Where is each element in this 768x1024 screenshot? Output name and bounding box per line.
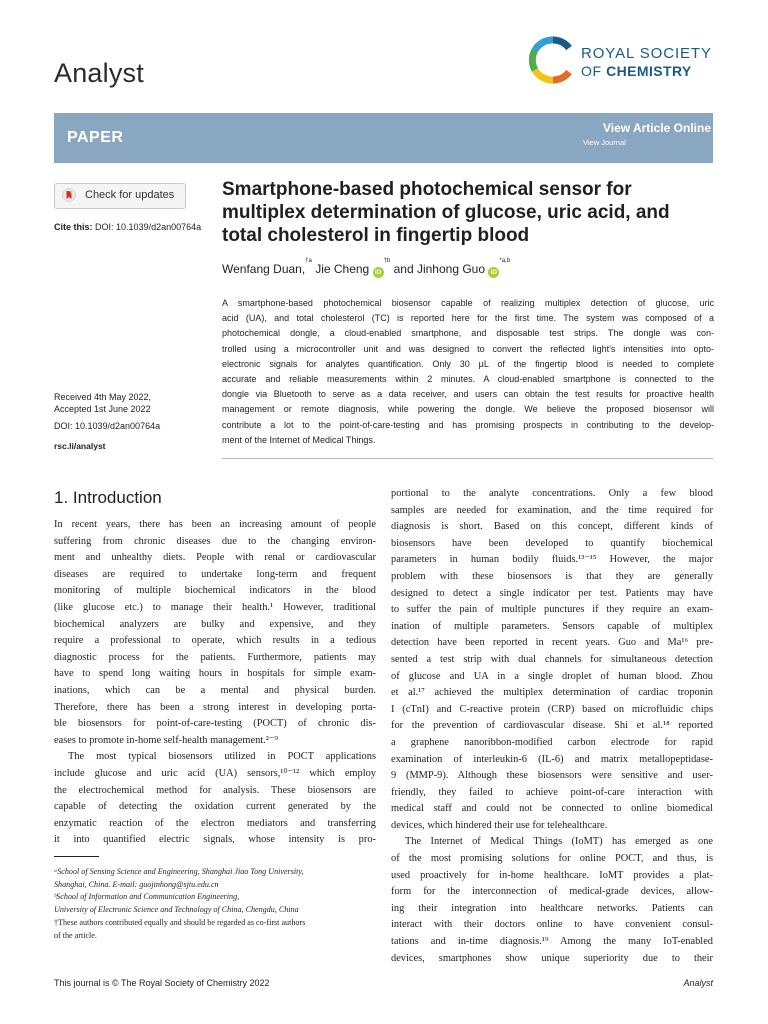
body-line: examination of interleukin-6 (IL-6) and matrix metallopeptidase- [391,753,713,765]
abstract-line: photochemical dongle, a cloud-enabled smartphone, and disposable test strips. The dongle was con- [222,328,714,339]
body-line: for the prevention of cardiovascular disease. Shi et al.¹⁸ reported [391,720,713,732]
affiliation-footnotes [54,866,376,942]
abstract-line: dongle via Bluetooth to serve as a data receiver, and users can obtain the test results for proactive health [222,389,714,400]
abstract-line: acid (UA), and total cholesterol (TC) is reported here for the first time. The system was composed of a [222,313,714,324]
body-line: suffering from chronic diseases due to the changing environ- [54,535,376,547]
footnote-line: of the article. [54,930,97,940]
body-line: Therefore, there has been a strong interest in developing porta- [54,701,376,713]
abstract-line: management or remote diagnosis, while powering the dongle. We believe the proposed biosensor will [222,404,714,415]
abstract-line: electronic signals for analytes quantification. Only 30 μL of the fingertip blood is needed to complete [222,358,714,369]
doi: DOI: 10.1039/d2an00764a [54,421,161,431]
footnote-line: †These authors contributed equally and should be regarded as co-first authors [54,917,306,927]
abstract-line: contribute a lot to the point-of-care-testing and has promising prospects in contributing to the develop- [222,419,714,430]
view-journal-link[interactable]: View Journal [583,138,626,147]
body-column-left [54,517,376,849]
orcid-icon[interactable]: iD [488,267,499,278]
footnote-divider [54,856,99,857]
footnote-line: University of Electronic Science and Technology of China, Chengdu, China [54,905,299,915]
abstract-line: ment of the Internet of Medical Things. [222,434,376,445]
body-line: a graphene nanoribbon-modified carbon electrode for rapid [391,736,713,748]
body-line: diagnosis is short. Based on this concept, different kinds of [391,521,713,533]
abstract [222,296,714,448]
body-line: require a professional to operate, which results in a tedious [54,635,376,647]
article-title: Smartphone-based photochemical sensor for multiplex determination of glucose, uric acid, and total cholesterol in fingertip blood [222,179,670,246]
body-line: The most typical biosensors utilized in POCT applications [68,751,376,763]
footnote-line: ᵃSchool of Sensing Science and Engineering, Shanghai Jiao Tong University, [54,867,304,876]
body-line: biochemical analyzers are bulky and expensive, and they [54,618,376,630]
body-line: ing their integration into healthcare networks. Patients can [391,902,713,914]
copyright-footer: This journal is © The Royal Society of Chemistry 2022 [54,978,270,988]
rsc-logo-icon [529,36,577,84]
body-line: devices, smartphones show unique superiority due to their [391,952,713,964]
body-line: et al.¹⁷ achieved the multiplex determination of cardiac troponin [391,687,713,699]
accepted-date: Accepted 1st June 2022 [54,404,151,414]
body-line: diagnostic process for the patients. Furthermore, patients may [54,651,376,663]
body-line: capable of detecting the oxidation current generated by the [54,801,376,813]
section-heading: 1. Introduction [54,488,162,507]
body-line: monitoring of multiple biochemical indicators in the blood [54,585,376,597]
journal-link[interactable]: rsc.li/analyst [54,441,106,451]
body-line: problem with these biosensors is that they are generally [391,570,713,582]
received-date: Received 4th May 2022, [54,392,152,402]
abstract-line: A smartphone-based photochemical biosensor capable of realizing multiplex detection of glucose, uric [222,298,714,308]
body-line: the electrochemical method for analysis. These biosensors are [54,784,376,796]
body-line: medical staff and could not be connected to online biomedical [391,803,713,815]
body-line: form for the interconnection of medical-grade devices, allow- [391,886,713,898]
publisher-name-line2: OF CHEMISTRY [581,63,692,79]
body-line: ination of multiple parameters. Sensors capable of multiplex [391,620,713,632]
body-line: devices, which hindered their use for telehealthcare. [391,819,608,831]
body-column-right [391,486,713,967]
body-line: In recent years, there has been an increasing amount of people [54,519,376,530]
body-line: biosensors have been developed to quantify biochemical [391,537,713,549]
footnote-line: ᵇSchool of Information and Communication Engineering, [54,892,240,902]
abstract-line: trolled using a microcontroller unit and was designed to convert the reflected light's intensities into opto- [222,343,714,354]
body-line: sented a test strip with dual channels for simultaneous detection [391,653,713,665]
cite-this: Cite this: DOI: 10.1039/d2an00764a [54,222,202,232]
body-line: include glucose and uric acid (UA) sensors,¹⁰⁻¹² which employ [54,767,376,779]
body-line: tations and in-time diagnosis.¹⁹ Among the many IoT-enabled [391,936,713,948]
abstract-divider [222,458,713,459]
body-line: inations, which can be a mental and physical burden. [54,684,376,696]
body-line: 9 (MMP-9). Although these biosensors were sensitive and user- [391,770,713,782]
body-line: interact with their doctors online to have convenient consul- [391,919,713,931]
body-line: of the most promising solutions for online POCT, and thus, is [391,853,713,865]
abstract-line: accurate and reliable measurements within 2 minutes. A cloud-enabled smartphone is connected to the [222,374,714,385]
body-line: of glucose and UA in a single droplet of human blood. Zhou [391,670,713,682]
journal-name: Analyst [54,58,144,88]
body-line: detection have been reported in recent years. Guo and Ma¹⁶ pre- [391,637,713,649]
author-list: Wenfang Duan,$^{\dagger a}$ Jie Cheng $iD^{\dagger b}$ and Jinhong Guo iD$^{*a,b}$ [222,258,511,276]
body-line: parameters in human bodily fluids.¹³⁻¹⁵ However, the major [391,554,713,566]
orcid-icon[interactable]: iD [373,267,384,278]
body-line: friendly, they failed to achieve point-of-care interaction with [391,786,713,798]
body-line: diseases are required to undertake long-term and frequent [54,568,376,580]
body-line: portional to the analyte concentrations. Only a few blood [391,488,713,499]
body-line: to suffer the pain of multiple punctures if they require an exam- [391,604,713,616]
check-for-updates-label: Check for updates [85,189,175,201]
body-line: designed to detect a single indicator per test. Patients may have [391,587,713,599]
body-line: samples are needed for examination, and the time required for [391,504,713,516]
body-line: (like glucose etc.) to manage their health.¹ However, traditional [54,601,376,613]
view-article-online-link[interactable]: View Article Online [602,121,711,135]
body-line: ble biosensors for point-of-care-testing (POCT) of chronic dis- [54,718,376,730]
body-line: enzymatic reaction of the electron mediators and transferring [54,817,376,829]
body-line: eases to promote in-home self-health management.²⁻⁹ [54,734,279,746]
body-line: it into quantified electric signals, whose intensity is pro- [54,834,376,846]
bookmark-check-icon [62,188,76,202]
footnote-line: Shanghai, China. E-mail: guojinhong@sjtu.edu.cn [54,879,219,889]
article-type-label: PAPER [67,129,124,146]
body-line: The Internet of Medical Things (IoMT) has emerged as one [405,836,713,848]
publisher-name-line1: ROYAL SOCIETY [581,45,712,62]
body-line: have to spend long waiting hours in hospitals for simple exam- [54,668,376,680]
check-for-updates-button[interactable] [54,183,186,209]
journal-footer: Analyst [683,978,713,988]
body-line: used proactively for in-home healthcare. IoMT provides a plat- [391,869,713,881]
body-line: I (cTnI) and C-reactive protein (CRP) based on microfluidic chips [391,703,713,715]
body-line: ment and unhealthy diets. People with renal or cardiovascular [54,552,376,564]
